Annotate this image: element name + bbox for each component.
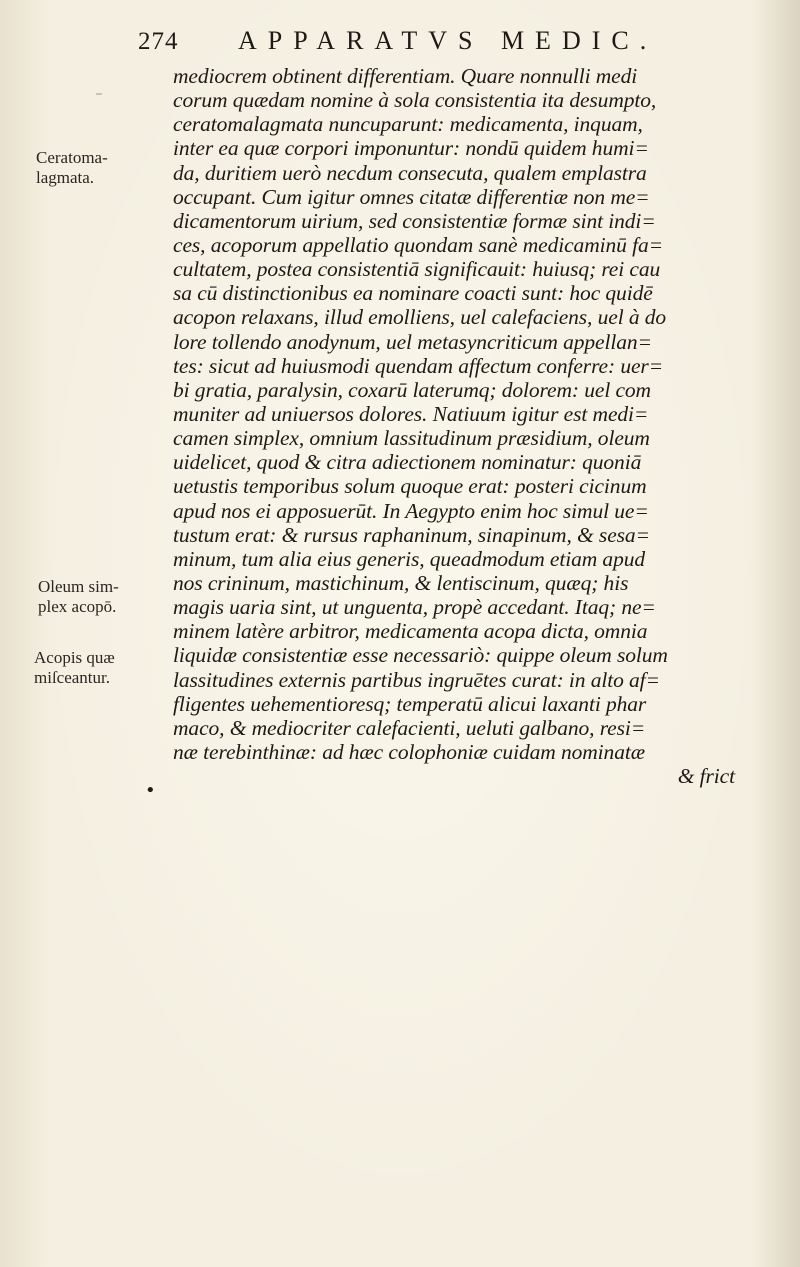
text-line: tes: sicut ad huiusmodi quendam affectum conferre: uer= [173,353,664,378]
text-line: mediocrem obtinent differentiam. Quare nonnulli medi [173,64,638,88]
main-text-block [173,64,763,788]
page-header [138,26,658,66]
page-number: 274 [138,28,179,55]
text-line: bi gratia, paralysin, coxarū laterumq; dolorem: uel com [173,377,651,402]
text-line: ceratomalagmata nuncuparunt: medicamenta, inquam, [173,112,643,137]
margin-note-acopis [34,648,115,688]
text-line: occupant. Cum igitur omnes citatæ differentiæ non me= [173,184,650,209]
margin-note-line: miſceantur. [34,668,111,687]
margin-dot: • [145,780,156,801]
text-line: magis uaria sint, ut unguenta, propè accedant. Itaq; ne= [173,595,656,620]
text-line: uidelicet, quod & citra adiectionem nominatur: quoniā [173,450,642,475]
ink-smudge [96,93,102,95]
text-line: uetustis temporibus solum quoque erat: posteri cicinum [173,474,647,499]
margin-note-line: Acopis quæ [34,648,115,667]
text-line: sa cū distinctionibus ea nominare coacti sunt: hoc quidē [173,281,653,306]
text-line: lore tollendo anodynum, uel metasyncriticum appellan= [173,329,652,354]
text-line: minem latère arbitror, medicamenta acopa dicta, omnia [173,619,648,644]
text-line: liquidæ consistentiæ esse necessariò: quippe oleum solum [173,643,668,668]
text-line: camen simplex, omnium lassitudinum præsidium, oleum [173,426,650,451]
text-line: dicamentorum uirium, sed consistentiæ formæ sint indi= [173,208,656,233]
margin-note-line: lagmata. [36,168,95,187]
text-line: maco, & mediocriter calefacienti, ueluti galbano, resi= [173,715,646,740]
text-line: nos crininum, mastichinum, & lentiscinum, quæq; his [173,570,629,595]
text-line: & frict [677,764,735,789]
text-line: cultatem, postea consistentiā significauit: huiusq; rei cau [173,257,661,282]
text-line: tustum erat: & rursus raphaninum, sinapinum, & sesa= [173,522,650,547]
margin-note-line: Ceratoma- [36,148,108,167]
text-line: ces, acoporum appellatio quondam sanè medicaminū fa= [173,232,664,257]
text-line: da, duritiem uerò necdum consecuta, qualem emplastra [173,160,647,185]
text-line: corum quædam nomine à sola consistentia ita desumpto, [173,88,657,113]
margin-note-line: plex acopō. [38,597,117,616]
text-line: minum, tum alia eius generis, queadmodum etiam apud [173,546,646,571]
running-head: APPARATVS MEDIC. [238,26,658,55]
text-line: lassitudines externis partibus ingruētes curat: in alto af= [173,667,660,692]
text-line: næ terebinthinæ: ad hæc colophoniæ cuidam nominatæ [173,739,645,764]
margin-note-oleum-simplex [38,577,119,617]
text-line: apud nos ei apposuerūt. In Aegypto enim hoc simul ue= [173,498,649,523]
margin-note-line: Oleum sim- [38,577,119,596]
text-line: inter ea quæ corpori imponuntur: nondū quidem humi= [173,136,649,161]
text-line: fligentes uehementioresq; temperatū alicui laxanti phar [173,691,647,716]
margin-note-ceratomalagmata [36,148,108,188]
text-line: muniter ad uniuersos dolores. Natiuum igitur est medi= [173,401,649,426]
text-line: acopon relaxans, illud emolliens, uel calefaciens, uel à do [173,305,667,330]
